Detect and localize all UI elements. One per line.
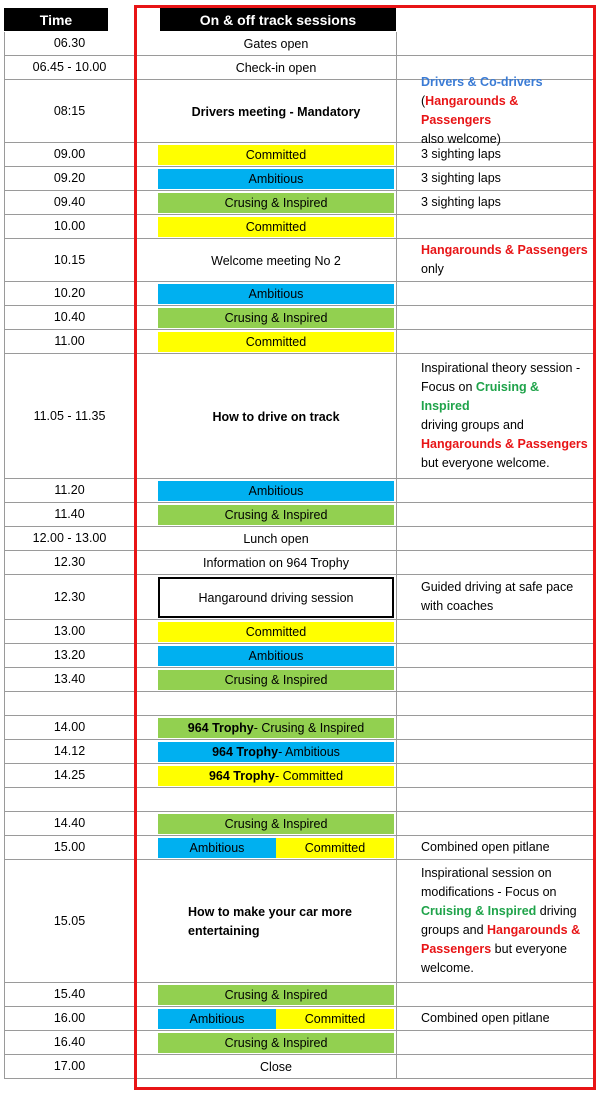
sessions-column-header: On & off track sessions [160,8,396,31]
schedule-row [0,860,601,983]
session-label: Ambitious [158,284,394,304]
note-cell [396,306,596,330]
session-bold-prefix: 964 Trophy [187,721,254,735]
note-cell [396,716,596,740]
time-cell: 13.40 [4,668,134,692]
note-line: Hangarounds & Passengers [421,437,588,451]
note-line: Inspirational theory session - [421,361,581,375]
note-cell [396,1055,596,1079]
note-cell [396,143,596,167]
session-label: Information on 964 Trophy [203,556,349,570]
session-label: How to make your car more entertaining [188,904,352,938]
note-cell [396,983,596,1007]
note-line: Cruising & Inspired driving [421,904,577,918]
time-cell: 15.05 [4,860,134,983]
schedule-row [0,479,601,503]
time-column-header: Time [4,8,108,31]
schedule-row [0,239,601,282]
schedule-row [0,788,601,812]
session-label: Lunch open [243,532,309,546]
note-cell [396,354,596,479]
note-line: Inspirational session on [421,866,552,880]
schedule-row [0,1055,601,1079]
session-label: Committed [276,1009,394,1029]
schedule-row [0,575,601,620]
session-label: Welcome meeting No 2 [211,253,341,268]
schedule-row [0,644,601,668]
note-line: Passengers but everyone [421,942,567,956]
session-label: Crusing & Inspired [158,814,394,834]
note-cell [396,740,596,764]
schedule-row [0,143,601,167]
time-cell: 16.00 [4,1007,134,1031]
session-label: Crusing & Inspired [158,670,394,690]
note-cell [396,479,596,503]
note-line: 3 sighting laps [421,147,501,161]
note-cell [396,191,596,215]
session-bold-prefix: 964 Trophy [212,745,279,759]
session-label: 964 Trophy - Ambitious [158,742,394,762]
note-cell [396,330,596,354]
time-cell: 06.45 - 10.00 [4,56,134,80]
schedule-row [0,32,601,56]
note-line: Drivers & Co-drivers [421,75,543,89]
session-label: Crusing & Inspired [158,985,394,1005]
note-cell [396,668,596,692]
note-line: Guided driving at safe pace [421,580,574,594]
note-cell [396,503,596,527]
schedule-row [0,764,601,788]
time-cell: 11.05 - 11.35 [4,354,134,479]
note-cell [396,282,596,306]
session-cell [134,692,396,716]
note-cell [396,1031,596,1055]
time-cell: 16.40 [4,1031,134,1055]
session-cell [134,788,396,812]
schedule-row [0,282,601,306]
time-cell: 10.20 [4,282,134,306]
time-cell: 14.25 [4,764,134,788]
schedule-row [0,716,601,740]
time-cell: 11.40 [4,503,134,527]
time-cell: 12.30 [4,575,134,620]
time-cell: 11.20 [4,479,134,503]
schedule-row [0,668,601,692]
schedule-row [0,306,601,330]
session-label: Crusing & Inspired [158,193,394,213]
time-cell: 12.00 - 13.00 [4,527,134,551]
time-cell: 09.40 [4,191,134,215]
schedule-row [0,191,601,215]
session-label: Committed [158,217,394,237]
note-line: but everyone welcome. [421,456,550,470]
session-label: Ambitious [158,838,276,858]
note-line: Combined open pitlane [421,1011,550,1025]
note-line: Combined open pitlane [421,840,550,854]
note-cell [396,764,596,788]
note-line: Hangarounds & Passengers [421,243,588,257]
time-cell: 12.30 [4,551,134,575]
time-cell [4,788,134,812]
session-label: Crusing & Inspired [158,1033,394,1053]
schedule-row [0,740,601,764]
note-cell [396,32,596,56]
note-line: only [421,262,444,276]
note-cell [396,551,596,575]
schedule-row [0,330,601,354]
schedule-row [0,75,601,146]
time-cell: 14.40 [4,812,134,836]
schedule-row [0,503,601,527]
session-label: Committed [158,145,394,165]
note-cell [396,644,596,668]
time-cell: 09.00 [4,143,134,167]
schedule-row [0,354,601,479]
time-cell: 11.00 [4,330,134,354]
time-cell: 08:15 [4,80,134,143]
note-line: welcome. [421,961,474,975]
session-bold-prefix: 964 Trophy [208,769,275,783]
session-label: Drivers meeting - Mandatory [191,104,361,119]
session-label: Gates open [243,37,309,51]
session-label: Close [260,1060,292,1074]
session-label: Committed [276,838,394,858]
time-cell: 09.20 [4,167,134,191]
note-line: Focus on Cruising & Inspired [421,380,540,413]
note-cell [396,788,596,812]
session-label: Hangaround driving session [158,577,394,618]
note-cell [396,215,596,239]
schedule-row [0,1007,601,1031]
note-cell [396,812,596,836]
session-label: Check-in open [235,61,317,75]
session-label: Ambitious [158,169,394,189]
schedule-row [0,215,601,239]
note-cell [396,836,596,860]
time-cell: 15.00 [4,836,134,860]
schedule-row [0,527,601,551]
schedule-row [0,1031,601,1055]
note-cell [396,692,596,716]
schedule-row [0,692,601,716]
schedule-row [0,983,601,1007]
session-label: 964 Trophy - Crusing & Inspired [158,718,394,738]
note-cell [396,75,596,146]
note-cell [396,620,596,644]
note-cell [396,167,596,191]
schedule-row [0,836,601,860]
note-line: (Hangarounds & Passengers [421,94,519,127]
time-cell [4,692,134,716]
note-cell [396,1007,596,1031]
session-label: Ambitious [158,646,394,666]
note-line: also welcome) [421,132,501,146]
schedule-row [0,620,601,644]
note-line: with coaches [421,599,494,613]
session-label: Committed [158,622,394,642]
time-cell: 13.20 [4,644,134,668]
schedule-row [0,812,601,836]
time-cell: 14.00 [4,716,134,740]
session-label: 964 Trophy - Committed [158,766,394,786]
session-label: Committed [158,332,394,352]
time-cell: 13.00 [4,620,134,644]
time-cell: 15.40 [4,983,134,1007]
time-cell: 10.00 [4,215,134,239]
note-line: modifications - Focus on [421,885,557,899]
note-cell [396,575,596,620]
session-label: Crusing & Inspired [158,308,394,328]
note-cell [396,239,596,282]
schedule-row [0,551,601,575]
time-cell: 10.40 [4,306,134,330]
time-cell: 17.00 [4,1055,134,1079]
note-line: 3 sighting laps [421,195,501,209]
session-label: Ambitious [158,1009,276,1029]
time-cell: 14.12 [4,740,134,764]
time-cell: 06.30 [4,32,134,56]
time-cell: 10.15 [4,239,134,282]
session-label: How to drive on track [212,409,340,424]
note-line: 3 sighting laps [421,171,501,185]
schedule-row [0,167,601,191]
session-label: Ambitious [158,481,394,501]
note-line: groups and Hangarounds & [421,923,581,937]
note-cell [396,860,596,983]
note-line: driving groups and [421,418,524,432]
session-label: Crusing & Inspired [158,505,394,525]
note-cell [396,527,596,551]
